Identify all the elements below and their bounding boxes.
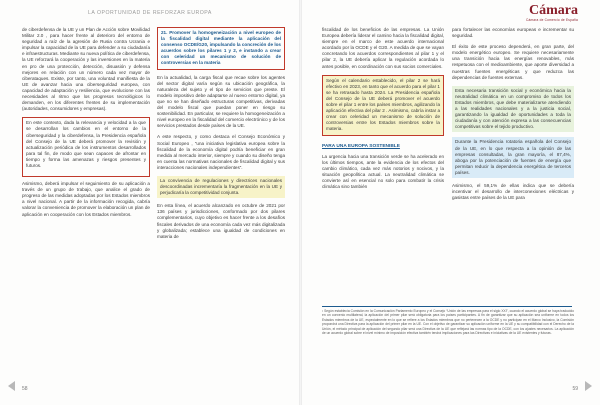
highlighted-paragraph: La convivencia de regulaciones y directrices nacionales descoordinadas incrementaría la fragmentación en la UE y perjudicaría la competitividad conjunta. [157, 176, 285, 198]
logo-word: Cámara [529, 3, 578, 18]
book-spine [299, 0, 302, 405]
highlighted-callout [22, 117, 150, 177]
highlighted-callout: Según el calendario establecido, el pilar 2 se hará efectivo en 2023, en tanto que el acuerdo para el pilar 1 se ha retrasado hasta 2024. La Presidencia española del Consejo de la UE deberá promover el acuerdo sobre el pilar 1 entre los países miembros, agilizando la aplicación efectiva del pilar 2 . Asimismo, cabría instar a crear con celeridad un mecanismo de solución de controversias entre los Estados miembros sobre la materia. [322, 75, 444, 136]
paragraph: Asimismo, deberá impulsar el seguimiento de su aplicación a través de un grupo de trabajo, que analice el grado de progreso de las medidas adoptadas por los Estados miembros a nivel nacional. A partir de la información recogida, cabría valorar la conveniencia de promover la elaboración un plan de aplicación en cooperación con los Estados miembros. [22, 181, 150, 217]
paragraph: de ciberdefensa de la UE y un Plan de Acción sobre Movilidad Militar 2.0 , para hacer frente al deterioro del entorno de seguridad a raíz de la agresión de Rusia contra Ucrania e impulsar la capacidad de la UE para defender a su ciudadanía e infraestructuras. Mediante su nueva política de ciberdefensa, la UE reforzará la cooperación y las inversiones en la materia en pro de una protección, detección, disuasión y defensa mejores en relación con un número cada vez mayor de ciberataques. Existe, por tanto, una voluntad manifiesta de la UE de avanzar hacia una ciberseguridad europea, con capacidad de adaptación y resiliencia, que evolucione con las necesidades al ritmo que los progresos tecnológicos lo demanden, en los diferentes frentes de su implementación (autoridades, consumidores y empresas). [22, 27, 150, 112]
logo-subtitle: Cámara de Comercio de España [525, 18, 578, 22]
paragraph: para fortalecer las economías europeas e incrementar su seguridad. [452, 27, 574, 39]
footnote: ¹ Según establecía Comisión en la Comunicación Parlamento Europeo y el Consejo “Unión de las empresas para el siglo XXI”, cuando el acuerdo global se haya traducido en un convenio multilateral, la aplicación del primer pilar será obligatoria para los países participantes. A fin de garantizar que su aplicación sea uniforme en todos los Estados miembros de la UE, especialmente en lo que se refiere a los Estados miembros que no pertenecen a la OCDE y no participan en el Marco Inclusivo, la Comisión propondrá una Directiva para la aplicación del primer pilar en la UE. Con el objetivo de garantizar su aplicación uniforme en la UE y su compatibilidad con el Derecho de la Unión, el método principal de aplicación del segundo pilar será una Directiva de la UE que reflejará las normas tipo de la OCDE, con los ajustes necesarios. La aplicación de un acuerdo global sobre el nivel mínimo de imposición efectiva también tendrá implicaciones para las Directivas e iniciativas de la UE existentes y futuras. [322, 309, 574, 336]
paragraph: A este respecto, y como destaca el Consejo Económico y Social Europeo , “una iniciativa legislativa europea sobre la fiscalidad de la economía digital podría beneficiar en gran medida al mercado interior, siempre y cuando su diseño tenga en cuenta las normativas nacionales de fiscalidad digital y sus interacciones nacionales independientes”. [157, 134, 285, 170]
page-number-right: 59 [572, 386, 578, 392]
running-head: LA OPORTUNIDAD DE REFORZAR EUROPA [88, 10, 212, 16]
paragraph: El éxito de este proceso dependerá, en gran parte, del modelo energético europeo. Se requiere necesariamente una transición hacia las energías renovables, más respetuosa con el medioambiente, que aporte diversidad a nuestras fuentes energéticas y que reduzca las dependencias de fuentes externas. [452, 44, 574, 80]
footnote-rule [322, 306, 572, 307]
page-number-left: 58 [22, 386, 28, 392]
left-page-column-2 [157, 27, 285, 245]
paragraph: En este contexto, dada la relevancia y velocidad a la que se desarrollan los cambios en el entorno de la ciberseguridad y la ciberdefensa, la Presidencia española del Consejo de la UE deberá promover la revisión y actualización periódica de los instrumentos desarrollados para tal fin, de modo que sean capaces de afrontar en tiempo y forma las amenazas y riesgos presentes y futuros. [26, 120, 146, 168]
paragraph: Asimismo, el 59,1% de ellas indica que se debería incentivar el desarrollo de interconexiones eléctricas y gasistas entre países de la UE para [452, 182, 574, 201]
paragraph: fiscalidad de los beneficios de las empresas. La Unión Europea debería liderar el camino hacia la fiscalidad digital, siempre en el marco de este acuerdo internacional acordado por la OCDE y el G20. A medida de que se vayan concretando los acuerdos correspondientes al pilar 1 y el pilar 2, la UE debería aplicar la regulación acordada lo antes posible, en coordinación con sus socios comerciales. [322, 27, 444, 69]
right-page-column-2 [452, 27, 574, 206]
section-heading: PARA UNA EUROPA SOSTENIBLE [322, 143, 400, 149]
camara-logo [526, 4, 578, 22]
chevron-left-icon[interactable] [8, 381, 15, 391]
chevron-right-icon[interactable] [585, 381, 592, 391]
right-page-column-1 [322, 27, 444, 195]
paragraph: La urgencia hacia una transición verde se ha acelerado en los últimos tiempos, ante la evidencia de los efectos del cambio climático, cada vez más notorios y nocivos, y la situación geopolítica actual. La neutralidad climática se convierte así en esencial no solo para combatir la crisis climática sino también [322, 153, 444, 190]
left-page-column-1 [22, 27, 150, 223]
highlighted-paragraph: Durante la Presidencia rotatoria española del Consejo de la UE, en lo que respecta a la opinión de las empresas consultadas, la gran mayoría, el 87,4%, aboga por la potenciación de fuentes de energía que permitan reducir la dependencia energética de terceros países. [452, 137, 574, 178]
paragraph: En la actualidad, la carga fiscal que recae sobre los agentes del sector digital varía según su ubicación geográfica, la naturaleza del sujeto y el tipo de servicios que preste. El modelo impositivo debe adaptarse al nuevo entorno digital, ya que no se han diseñado estructuras competitivas, derivadas del modelo fiscal que puedan poner en riesgo su sostenibilidad. En particular, se requiere la homogeneización a nivel europeo en la fiscalidad del comercio electrónico y de los servicios prestados desde países de la UE. [157, 74, 285, 129]
recommendation-box: 21. Promover la homogeneización a nivel europeo de la fiscalidad digital mediante la aplicación del consenso OCDE/G20, impulsando la concreción de los acuerdos sobre los pilares 1 y 2, e instando a crear con celeridad un mecanismo de solución de controversias en la materia [157, 27, 285, 70]
highlighted-paragraph: Esta necesaria transición social y económica hacia la neutralidad climática en un compromiso de todos los Estados miembros, que debe materializarse atendiendo a las realidades nacionales y a la justicia social, garantizando la igualdad de oportunidades a toda la ciudadanía y con atención expresa a las consecuencias competitivas sobre el tejido productivo. [452, 86, 574, 133]
paragraph: En esta línea, el acuerdo alcanzado en octubre de 2021 por 136 países y jurisdicciones, conformado por dos pilares complementarios, cuyo objetivo es hacer frente a los desafíos fiscales derivados de una economía cada vez más digitalizada y globalizada; establece una igualdad de condiciones en materia de [157, 203, 285, 239]
